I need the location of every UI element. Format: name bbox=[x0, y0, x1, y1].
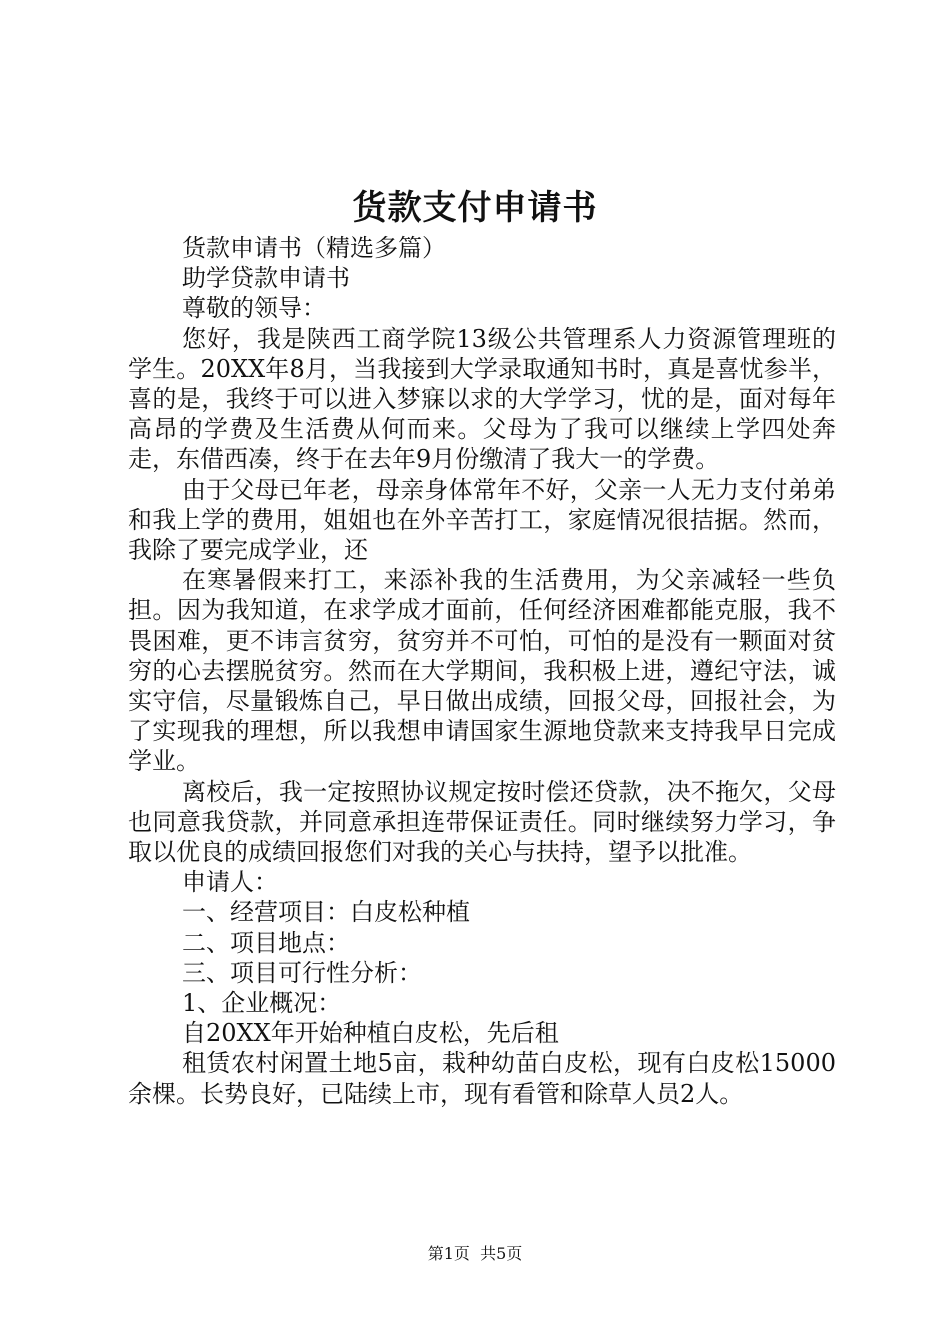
page-total: 共5页 bbox=[480, 1244, 523, 1263]
page-number: 第1页 bbox=[427, 1244, 470, 1263]
paragraph: 一、经营项目：白皮松种植 bbox=[182, 898, 470, 927]
paragraph: 三、项目可行性分析： bbox=[182, 958, 422, 987]
paragraph: 自20XX年开始种植白皮松，先后租 bbox=[182, 1019, 559, 1048]
paragraph: 1、企业概况： bbox=[182, 989, 342, 1018]
paragraph: 助学贷款申请书 bbox=[182, 264, 350, 293]
paragraph: 离校后，我一定按照协议规定按时偿还贷款，决不拖欠，父母也同意我贷款，并同意承担连带保证责任。同时继续努力学习，争取以优良的成绩回报您们对我的关心与扶持，望予以批准。 bbox=[128, 777, 836, 867]
document-body bbox=[128, 233, 836, 1109]
paragraph: 申请人： bbox=[182, 868, 278, 897]
paragraph: 您好，我是陕西工商学院13级公共管理系人力资源管理班的学生。20XX年8月，当我接到大学录取通知书时，真是喜忧参半，喜的是，我终于可以进入梦寐以求的大学学习，忧的是，面对每年高昂的学费及生活费从何而来。父母为了我可以继续上学四处奔走，东借西凑，终于在去年9月份缴清了我大一的学费。 bbox=[128, 324, 836, 474]
page-footer bbox=[0, 1243, 950, 1265]
paragraph: 租赁农村闲置土地5亩，栽种幼苗白皮松，现有白皮松15000余棵。长势良好，已陆续上市，现有看管和除草人员2人。 bbox=[128, 1049, 836, 1108]
paragraph: 由于父母已年老，母亲身体常年不好，父亲一人无力支付弟弟和我上学的费用，姐姐也在外辛苦打工，家庭情况很拮据。然而，我除了要完成学业，还 bbox=[128, 475, 836, 565]
paragraph: 尊敬的领导： bbox=[182, 294, 326, 323]
document-title: 货款支付申请书 bbox=[352, 188, 598, 228]
paragraph: 在寒暑假来打工，来添补我的生活费用，为父亲减轻一些负担。因为我知道，在求学成才面前，任何经济困难都能克服，我不畏困难，更不讳言贫穷，贫穷并不可怕，可怕的是没有一颗面对贫穷的心去摆脱贫穷。然而在大学期间，我积极上进，遵纪守法，诚实守信，尽量锻炼自己，早日做出成绩，回报父母，回报社会，为了实现我的理想，所以我想申请国家生源地贷款来支持我早日完成学业。 bbox=[128, 566, 836, 776]
paragraph: 二、项目地点： bbox=[182, 928, 350, 957]
paragraph: 货款申请书（精选多篇） bbox=[182, 234, 446, 262]
